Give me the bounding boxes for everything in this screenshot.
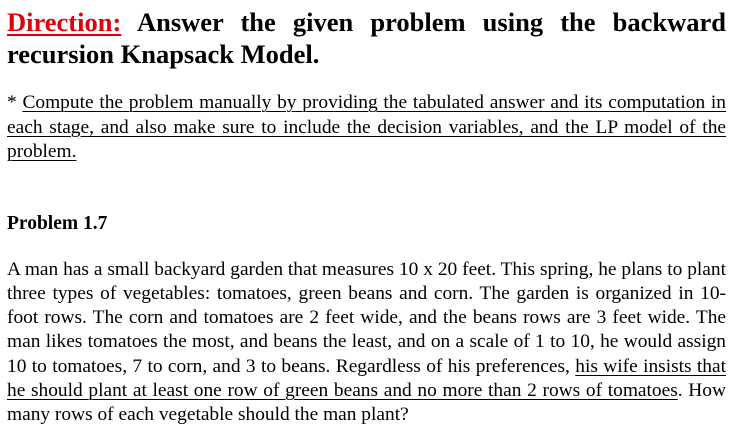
note-text: Compute the problem manually by providing the tabulated answer and its computation in each stage, and also make sure to include the decision variables, and the LP model of the problem. bbox=[7, 92, 726, 162]
problem-body-part1: A man has a small backyard garden that measures 10 x 20 feet. This spring, he plans to plant three types of vegetables: tomatoes, green beans and corn. The garden is organized in 10-foot rows. The corn and tomatoes are 2 feet wide, and the beans rows are 3 feet wide. The man likes tomatoes the most, and beans the least, and on a scale of 1 to 10, he would assign 10 to tomatoes, 7 to corn, and 3 to beans. Regardless of his preferences, bbox=[7, 258, 726, 377]
problem-body-part2: . How many rows of each vegetable should the man plant? bbox=[7, 379, 726, 426]
direction-text: Answer the given problem using the backward recursion Knapsack Model. bbox=[7, 7, 726, 69]
direction-label: Direction: bbox=[7, 7, 122, 37]
direction-heading bbox=[7, 0, 726, 70]
document-page bbox=[7, 0, 726, 428]
problem-title: Problem 1.7 bbox=[7, 212, 108, 234]
note-bullet: * bbox=[7, 92, 23, 113]
problem-body bbox=[7, 258, 726, 428]
instruction-note bbox=[7, 91, 726, 165]
problem-constraint-text: his wife insists that he should plant at least one row of green beans and no more than 2 rows of tomatoes bbox=[7, 355, 726, 401]
